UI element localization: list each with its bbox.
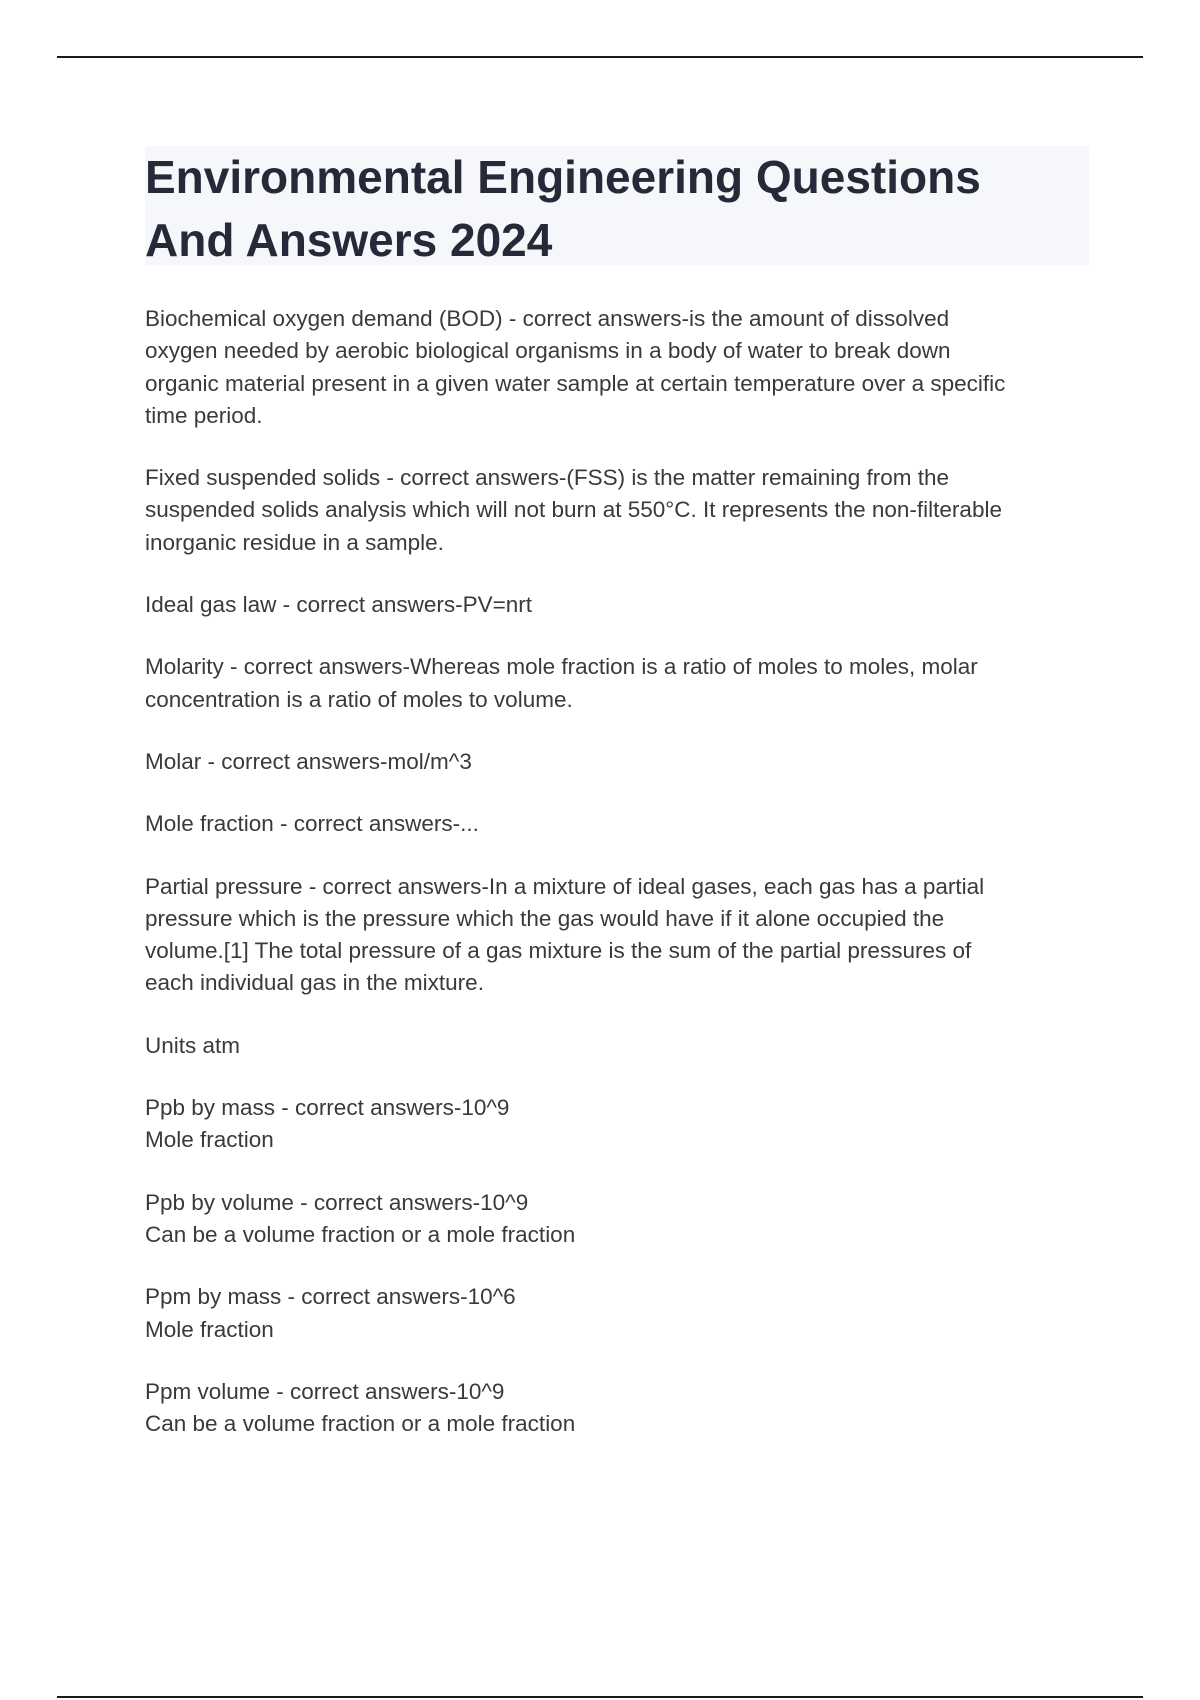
- qa-entry-ppm-volume: [145, 1376, 1085, 1441]
- text-line: Partial pressure - correct answers-In a mixture of ideal gases, each gas has a partial: [145, 873, 985, 899]
- text-line: Ideal gas law - correct answers-PV=nrt: [145, 592, 533, 618]
- text-line: Fixed suspended solids - correct answers-(FSS) is the matter remaining from the: [145, 465, 950, 491]
- text-line: inorganic residue in a sample.: [145, 529, 444, 555]
- qa-entry-partial-pressure: [145, 871, 1085, 1000]
- text-line: Ppm by mass - correct answers-10^6: [145, 1284, 516, 1310]
- text-line: Mole fraction - correct answers-...: [145, 811, 479, 837]
- qa-entry-ppb-mass: [145, 1092, 1085, 1157]
- qa-entry-ppm-mass: [145, 1281, 1085, 1346]
- text-line: Molar - correct answers-mol/m^3: [145, 748, 472, 774]
- qa-entry-units: [145, 1030, 1085, 1062]
- text-line: each individual gas in the mixture.: [145, 970, 484, 996]
- text-line: Units atm: [145, 1032, 241, 1058]
- text-line: organic material present in a given water sample at certain temperature over a specific: [145, 370, 1006, 396]
- text-line: volume.[1] The total pressure of a gas mixture is the sum of the partial pressures of: [145, 938, 972, 964]
- text-line: suspended solids analysis which will not burn at 550°C. It represents the non-filterable: [145, 497, 1002, 523]
- title-block: [145, 146, 1089, 265]
- text-line: Mole fraction: [145, 1316, 274, 1342]
- qa-entry-molarity: [145, 651, 1085, 716]
- bottom-divider: [57, 1696, 1143, 1698]
- text-line: oxygen needed by aerobic biological organisms in a body of water to break down: [145, 338, 951, 364]
- page-title: Environmental Engineering Questions And Answers 2024: [145, 151, 981, 266]
- text-line: pressure which is the pressure which the gas would have if it alone occupied the: [145, 905, 945, 931]
- qa-entry-molar: [145, 746, 1085, 778]
- text-line: Can be a volume fraction or a mole fraction: [145, 1221, 576, 1247]
- text-line: Molarity - correct answers-Whereas mole fraction is a ratio of moles to moles, molar: [145, 654, 978, 680]
- text-line: concentration is a ratio of moles to volume.: [145, 686, 573, 712]
- text-line: Can be a volume fraction or a mole fraction: [145, 1411, 576, 1437]
- qa-entry-ppb-volume: [145, 1187, 1085, 1252]
- qa-entry-fss: [145, 462, 1085, 559]
- text-line: Biochemical oxygen demand (BOD) - correct answers-is the amount of dissolved: [145, 306, 950, 331]
- qa-content: [145, 303, 1085, 1470]
- top-divider: [57, 56, 1143, 58]
- text-line: Mole fraction: [145, 1127, 274, 1153]
- text-line: Ppb by mass - correct answers-10^9: [145, 1095, 510, 1121]
- qa-entry-mole-fraction: [145, 808, 1085, 840]
- qa-entry-bod: [145, 303, 1085, 432]
- text-line: Ppb by volume - correct answers-10^9: [145, 1189, 529, 1215]
- text-line: time period.: [145, 402, 263, 428]
- qa-entry-ideal-gas-law: [145, 589, 1085, 621]
- text-line: Ppm volume - correct answers-10^9: [145, 1378, 505, 1404]
